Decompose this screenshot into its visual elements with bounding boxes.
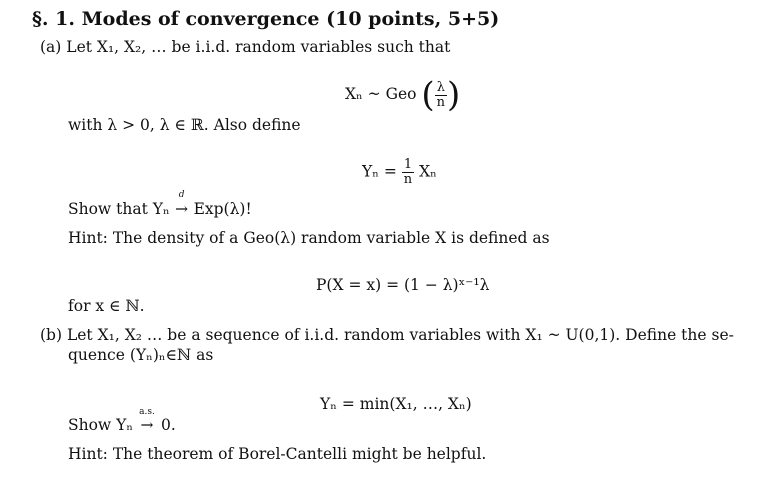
part-a-hint: Hint: The density of a Geo(λ) random variable X is defined as (68, 229, 550, 247)
fraction-lambda-n (435, 81, 447, 110)
part-b-text-1: Let X₁, X₂ … be a sequence of i.i.d. random variables with X₁ ~ U(0,1). Define the se- (66, 326, 734, 344)
convergence-in-distribution-arrow: d → (175, 190, 189, 218)
part-a-with-text: with λ > 0, λ ∈ ℝ. Also define (68, 116, 301, 134)
almost-sure-convergence-arrow: a.s. → (139, 407, 155, 434)
part-b-label: (b) (40, 326, 63, 344)
part-a-intro-line (40, 38, 450, 56)
part-a-intro: Let X₁, X₂, … be i.i.d. random variables such that (66, 38, 451, 56)
part-a-show-prefix: Show that Yₙ (68, 200, 170, 218)
part-a-label: (a) (40, 38, 62, 56)
part-a-show-suffix: Exp(λ)! (193, 200, 252, 218)
fraction-denominator: n (436, 94, 446, 110)
part-b-show-suffix: 0. (160, 416, 176, 434)
section-title: §. 1. Modes of convergence (10 points, 5+5) (32, 8, 500, 30)
equation-min: Yₙ = min(X₁, …, Xₙ) (320, 395, 472, 413)
equation-geo-lhs: Xₙ ~ Geo (345, 85, 417, 103)
left-paren: ( (421, 75, 435, 115)
equation-geo (345, 75, 461, 115)
part-b-show-prefix: Show Yₙ (68, 416, 134, 434)
fraction-numerator: 1 (402, 158, 414, 173)
equation-yn-rhs: Xₙ (419, 162, 437, 181)
part-a-show (68, 190, 252, 218)
part-b-show (68, 407, 176, 434)
equation-geo-density: P(X = x) = (1 − λ)ˣ⁻¹λ (316, 276, 490, 294)
fraction-denominator: n (403, 172, 413, 187)
fraction-numerator: λ (435, 81, 447, 96)
arrow-label-as: a.s. (139, 407, 155, 417)
part-a-for-text: for x ∈ ℕ. (68, 297, 145, 315)
right-paren: ) (447, 75, 461, 115)
arrow-label-d: d (178, 190, 185, 200)
part-b-line1 (40, 326, 734, 344)
part-b-line2: quence (Yₙ)ₙ∈ℕ as (68, 346, 214, 364)
fraction-one-over-n (402, 158, 414, 187)
equation-yn (362, 158, 437, 187)
part-b-hint: Hint: The theorem of Borel-Cantelli might be helpful. (68, 445, 487, 463)
equation-yn-lhs: Yₙ = (362, 162, 397, 181)
